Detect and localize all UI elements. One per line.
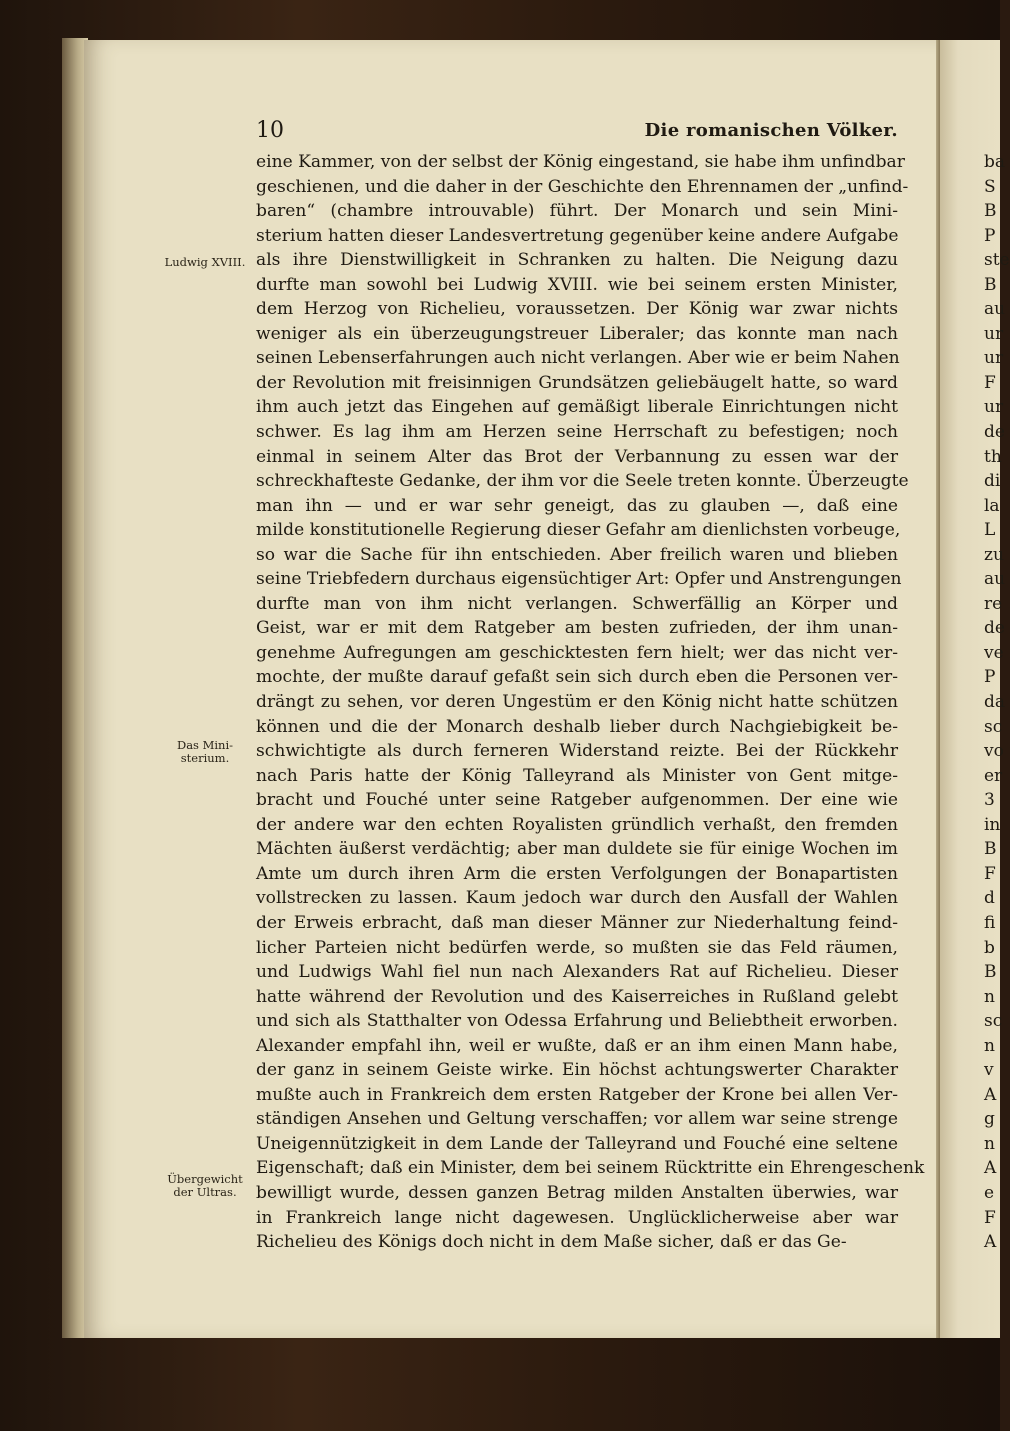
next-page-fragment: P [984,667,996,688]
text-line: Eigenschaft; daß ein Minister, dem bei seinem Rücktritte ein Ehrengeschenk [256,1158,925,1179]
text-line: baren“ (chambre introuvable) führt. Der Monarch und sein Mini- [256,201,898,222]
text-line: schwichtigte als durch ferneren Widerstand reizte. Bei der Rückkehr [256,741,898,762]
next-page-fragment: zu [984,544,1004,565]
text-line: eine Kammer, von der selbst der König eingestand, sie habe ihm unfindbar [256,152,905,172]
text-line: ständigen Ansehen und Geltung verschaffen; vor allem war seine strenge [256,1109,898,1130]
next-page-fragment: B [984,839,997,860]
text-line: schreckhafteste Gedanke, der ihm vor die Seele treten konnte. Überzeugte [256,471,909,492]
text-line: sterium hatten dieser Landesvertretung gegenüber keine andere Aufgabe [256,225,899,246]
text-line: einmal in seinem Alter das Brot der Verbannung zu essen war der [256,446,898,467]
text-line: bracht und Fouché unter seine Ratgeber aufgenommen. Der eine wie [256,790,898,811]
next-page-fragment: B [984,962,997,983]
text-line: ihm auch jetzt das Eingehen auf gemäßigt liberale Einrichtungen nicht [256,397,898,418]
next-page-fragment: th [984,446,1002,467]
text-line: und sich als Statthalter von Odessa Erfahrung und Beliebtheit erworben. [256,1011,898,1032]
margin-note-ludwig: Ludwig XVIII. [164,255,246,269]
text-line: durfte man von ihm nicht verlangen. Schwerfällig an Körper und [256,593,898,614]
next-page-fragment: ur [984,397,1004,418]
next-page-fragment: L [984,520,996,541]
next-page-fragment: b [984,937,995,958]
next-page-fragment: fi [984,912,996,933]
next-page-fragment: ur [984,348,1004,369]
next-page-fragment: de [984,618,1005,639]
next-page-fragment: e [984,1182,995,1203]
margin-note-ministerium: Das Mini-sterium. [176,738,234,765]
margin-note-ultras: Übergewicht der Ultras. [167,1172,243,1199]
text-line: Richelieu des Königs doch nicht in dem Maße sicher, daß er das Ge- [256,1232,847,1253]
text-line: können und die der Monarch deshalb lieber durch Nachgiebigkeit be- [256,716,898,737]
next-page-fragment: n [984,1133,995,1154]
next-page-fragment: A [984,1158,997,1179]
text-line: mochte, der mußte darauf gefaßt sein sich durch eben die Personen ver- [256,667,898,688]
text-line: der Revolution mit freisinnigen Grundsätzen geliebäugelt hatte, so ward [256,372,898,393]
next-page-fragment: F [984,863,996,884]
text-line: so war die Sache für ihn entschieden. Aber freilich waren und blieben [256,544,898,565]
text-line: der ganz in seinem Geiste wirke. Ein höchst achtungswerter Charakter [256,1060,898,1081]
next-page-fragment: 3 [984,790,995,811]
text-line: seine Triebfedern durchaus eigensüchtiger Art: Opfer und Anstrengungen [256,569,902,590]
next-page-fragment: vo [984,741,1004,762]
text-line: genehme Aufregungen am geschicktesten fern hielt; wer das nicht ver- [256,642,898,663]
text-line: Amte um durch ihren Arm die ersten Verfolgungen der Bonapartisten [256,863,898,884]
next-page-fragment: d [984,888,995,909]
next-page-fragment: A [984,1084,997,1105]
next-page-fragment: ur [984,323,1004,344]
next-page-fragment: de [984,422,1005,443]
next-page-fragment: ba [984,152,1006,172]
running-title: Die romanischen Völker. [644,120,898,141]
next-page-fragment: B [984,201,997,222]
next-page-fragment: er [984,765,1003,786]
next-page-fragment: au [984,569,1006,590]
text-line: weniger als ein überzeugungstreuer Liberaler; das konnte man nach [256,323,898,344]
text-line: licher Parteien nicht bedürfen werde, so mußten sie das Feld räumen, [256,937,898,958]
next-page-fragment: di [984,471,1001,492]
next-page-fragment: da [984,692,1006,713]
text-line: Alexander empfahl ihn, weil er wußte, daß er an ihm einen Mann habe, [256,1035,898,1056]
next-page-fragment: in [984,814,1001,835]
text-line: man ihn — und er war sehr geneigt, das zu glauben —, daß eine [256,495,898,516]
next-page-fragment: F [984,372,996,393]
text-line: Geist, war er mit dem Ratgeber am besten zufrieden, der ihm unan- [256,618,898,639]
text-line: drängt zu sehen, vor deren Ungestüm er den König nicht hatte schützen [256,692,898,713]
body-text [256,150,925,1255]
next-page-fragment: la [984,495,1000,516]
next-page-fragment: A [984,1232,997,1253]
next-page-fragment: g [984,1109,995,1130]
text-line: in Frankreich lange nicht dagewesen. Unglücklicherweise aber war [256,1207,898,1228]
next-page-fragment: sc [984,1011,1003,1032]
page-number: 10 [256,118,284,143]
text-line: durfte man sowohl bei Ludwig XVIII. wie bei seinem ersten Minister, [256,274,898,295]
next-page-fragment: re [984,593,1003,614]
text-line: bewilligt wurde, dessen ganzen Betrag milden Anstalten überwies, war [256,1182,898,1203]
text-line: und Ludwigs Wahl fiel nun nach Alexanders Rat auf Richelieu. Dieser [256,962,898,983]
text-line: vollstrecken zu lassen. Kaum jedoch war durch den Ausfall der Wahlen [256,888,898,909]
text-line: seinen Lebenserfahrungen auch nicht verlangen. Aber wie er beim Nahen [256,348,900,369]
text-line: milde konstitutionelle Regierung dieser Gefahr am dienlichsten vorbeuge, [256,520,901,541]
text-line: der andere war den echten Royalisten gründlich verhaßt, den fremden [256,814,898,835]
text-line: der Erweis erbracht, daß man dieser Männer zur Niederhaltung feind- [256,912,898,933]
text-line: schwer. Es lag ihm am Herzen seine Herrschaft zu befestigen; noch [256,422,898,443]
text-line: als ihre Dienstwilligkeit in Schranken zu halten. Die Neigung dazu [256,250,898,271]
text-line: Mächten äußerst verdächtig; aber man duldete sie für einige Wochen im [256,839,898,860]
next-page-fragment: ve [984,642,1004,663]
page-header [256,118,898,142]
text-line: geschienen, und die daher in der Geschichte den Ehrennamen der „unfind- [256,176,909,197]
text-line: mußte auch in Frankreich dem ersten Ratgeber der Krone bei allen Ver- [256,1084,898,1105]
text-line: nach Paris hatte der König Talleyrand als Minister von Gent mitge- [256,765,898,786]
next-page-fragment: n [984,986,995,1007]
next-page-fragment: F [984,1207,996,1228]
next-page-fragment: n [984,1035,995,1056]
next-page-text [940,150,1010,1255]
next-page-fragment: P [984,225,996,246]
text-line: Uneigennützigkeit in dem Lande der Talleyrand und Fouché eine seltene [256,1133,898,1154]
next-page-fragment: S [984,176,996,197]
next-page-fragment: ste [984,250,1010,271]
next-page-edge [940,40,1010,1338]
text-line: hatte während der Revolution und des Kaiserreiches in Rußland gelebt [256,986,898,1007]
next-page-fragment: sc [984,716,1003,737]
text-line: dem Herzog von Richelieu, voraussetzen. Der König war zwar nichts [256,299,898,320]
next-page-fragment: v [984,1060,994,1081]
next-page-fragment: B [984,274,997,295]
next-page-fragment: au [984,299,1006,320]
